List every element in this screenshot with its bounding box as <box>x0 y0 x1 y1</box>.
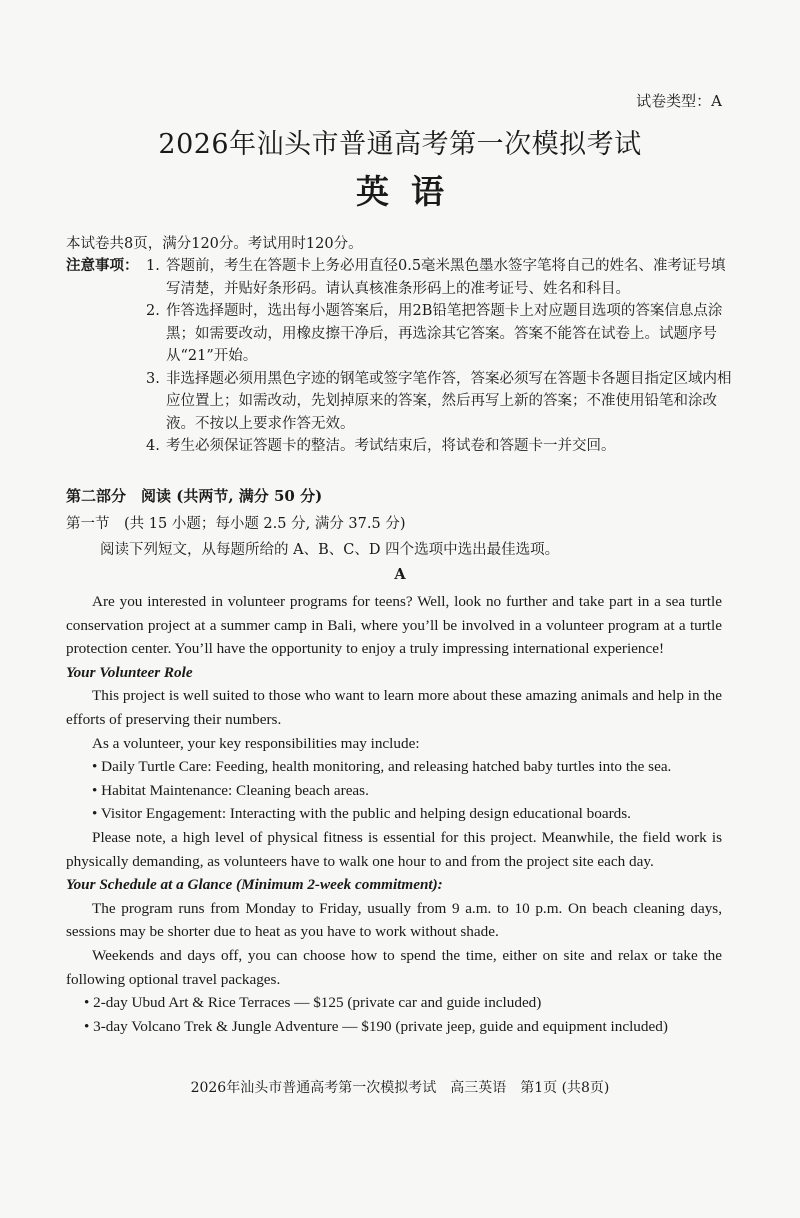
subject-title: 英语 <box>356 172 466 211</box>
passage-paragraph: Are you interested in volunteer programs for teens? Well, look no further and take part in a sea turtle conservation project at a summer camp in Bali, where you’ll be involved in a volunteer program at a turtle protection center. You’ll have the opportunity to enjoy a truly impressing international experience! <box>66 593 722 658</box>
note-text: 答题前，考生在答题卡上务必用直径0.5毫米黑色墨水签字笔将自己的姓名、准考证号填写清楚，并贴好条形码。请认真核准条形码上的准考证号、姓名和科目。 <box>166 258 726 297</box>
note-item <box>66 300 736 368</box>
note-item <box>66 368 736 436</box>
passage-paragraph: As a volunteer, your key responsibilities may include: <box>92 734 420 752</box>
section-heading: 第二部分 阅读 (共两节, 满分 50 分) <box>66 487 323 505</box>
note-text: 作答选择题时，选出每小题答案后，用2B铅笔把答题卡上对应题目选项的答案信息点涂黑；如需要改动，用橡皮擦干净后，再选涂其它答案。答案不能答在试卷上。试题序号从“21”开始。 <box>166 303 723 364</box>
notes-label: 注意事项： <box>66 257 139 274</box>
passage-paragraph: This project is well suited to those who want to learn more about these amazing animals and help in the efforts of preserving their numbers. <box>66 687 722 728</box>
passage-subheading: Your Volunteer Role <box>66 663 193 681</box>
passage-paragraph: Weekends and days off, you can choose how to spend the time, either on site and relax or take the following optional travel packages. <box>66 946 722 988</box>
exam-title: 2026年汕头市普通高考第一次模拟考试 <box>158 129 642 160</box>
note-text: 非选择题必须用黑色字迹的钢笔或签字笔作答，答案必须写在答题卡各题目指定区域内相应位置上；如需改动，先划掉原来的答案，然后再写上新的答案；不准使用铅笔和涂改液。不按以上要求作答无效。 <box>166 370 732 432</box>
passage-paragraph: Please note, a high level of physical fitness is essential for this project. Meanwhile, the field work is physically demanding, as volunteers have to walk one hour to and from the project site each day. <box>66 828 722 870</box>
passage-label: A <box>394 566 406 583</box>
note-number: 1. <box>146 258 160 274</box>
responsibility-item: • Habitat Maintenance: Cleaning beach areas. <box>92 781 369 799</box>
responsibility-item: • Visitor Engagement: Interacting with the public and helping design educational boards. <box>92 805 631 823</box>
note-number: 3. <box>146 370 160 387</box>
notes-block <box>66 255 736 458</box>
note-item <box>66 435 736 458</box>
travel-package-item: • 3-day Volcano Trek & Jungle Adventure — $190 (private jeep, guide and equipment included) <box>84 1017 668 1035</box>
exam-intro: 本试卷共8页，满分120分。考试用时120分。 <box>66 236 363 252</box>
passage-body <box>66 590 722 1038</box>
note-item <box>66 255 736 300</box>
passage-paragraph: The program runs from Monday to Friday, usually from 9 a.m. to 10 p.m. On beach cleaning days, sessions may be shorter due to heat as you have to work without shade. <box>66 899 722 941</box>
paper-type: 试卷类型：A <box>636 92 722 110</box>
page-footer: 2026年汕头市普通高考第一次模拟考试 高三英语 第1页 (共8页) <box>190 1080 610 1096</box>
note-number: 4. <box>146 438 160 454</box>
passage-subheading: Your Schedule at a Glance (Minimum 2-week commitment): <box>66 876 443 894</box>
note-number: 2. <box>146 303 160 319</box>
travel-package-item: • 2-day Ubud Art & Rice Terraces — $125 (private car and guide included) <box>84 994 542 1012</box>
subsection-heading: 第一节 (共 15 小题；每小题 2.5 分, 满分 37.5 分) <box>66 516 406 532</box>
reading-instruction: 阅读下列短文，从每题所给的 A、B、C、D 四个选项中选出最佳选项。 <box>100 542 560 558</box>
responsibility-item: • Daily Turtle Care: Feeding, health monitoring, and releasing hatched baby turtles into the sea. <box>92 758 672 776</box>
note-text: 考生必须保证答题卡的整洁。考试结束后，将试卷和答题卡一并交回。 <box>166 438 616 454</box>
